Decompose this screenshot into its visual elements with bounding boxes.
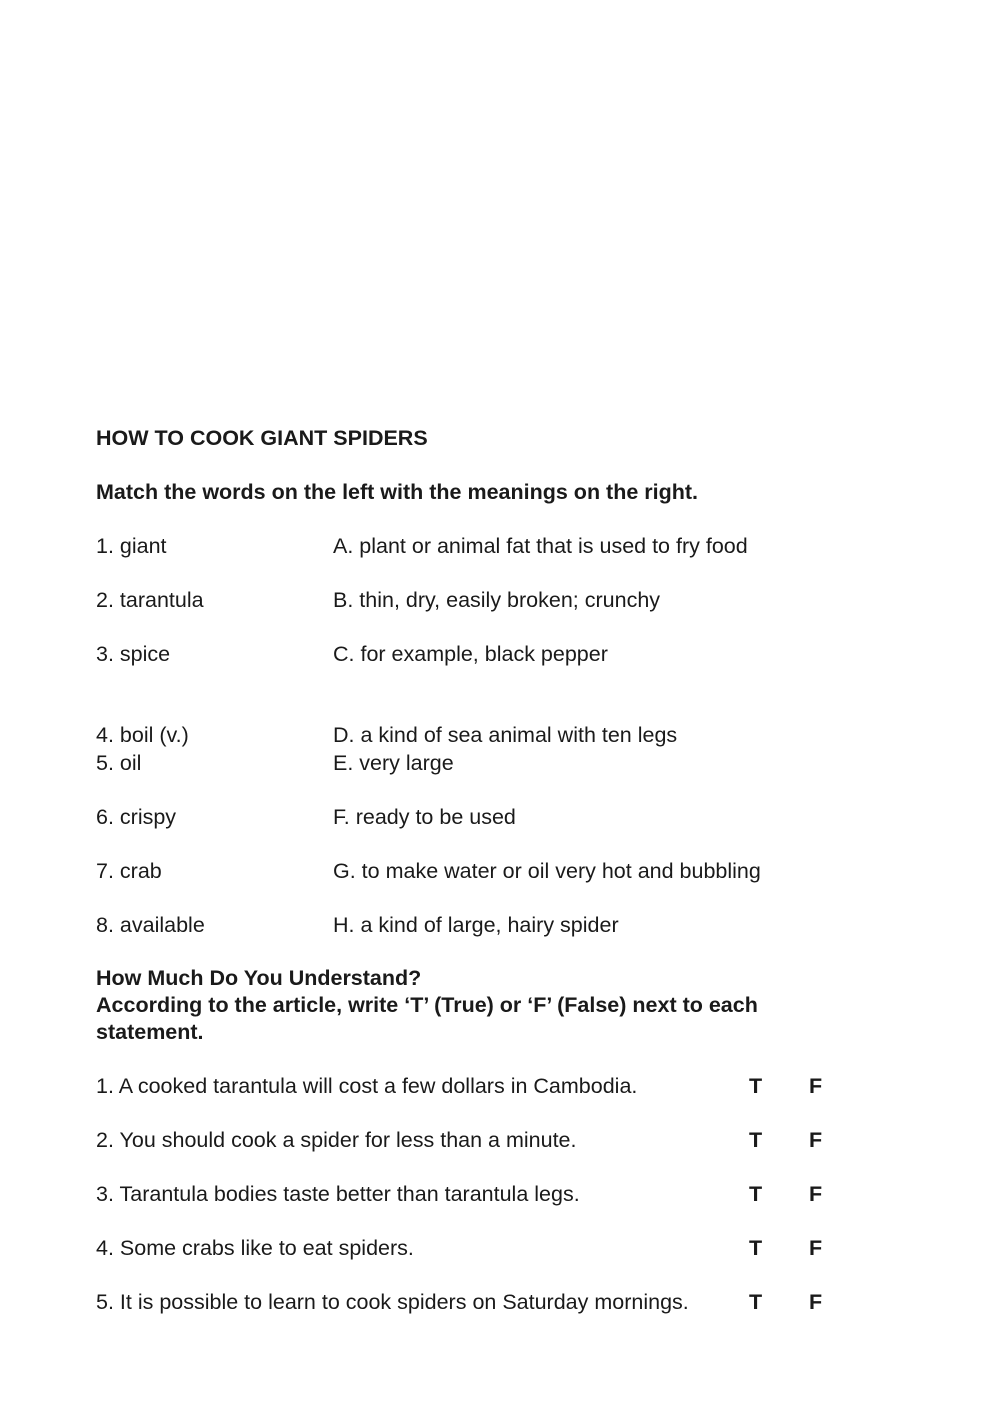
match-word: 2. tarantula [96,588,204,612]
match-meaning: D. a kind of sea animal with ten legs [333,723,678,747]
matching-instruction: Match the words on the left with the meanings on the right. [96,480,699,504]
match-word: 3. spice [96,642,171,666]
match-meaning: H. a kind of large, hairy spider [333,913,619,937]
tf-statement: 1. A cooked tarantula will cost a few dollars in Cambodia. [96,1074,638,1098]
match-meaning: E. very large [333,751,454,775]
false-option[interactable]: F [809,1236,823,1260]
true-option[interactable]: T [749,1290,763,1314]
tf-statement: 4. Some crabs like to eat spiders. [96,1236,414,1260]
comprehension-instruction-line1: According to the article, write ‘T’ (True) or ‘F’ (False) next to each [96,993,758,1017]
match-word: 5. oil [96,751,142,775]
true-option[interactable]: T [749,1128,763,1152]
match-meaning: A. plant or animal fat that is used to fry food [333,534,748,558]
comprehension-heading: How Much Do You Understand? [96,966,422,990]
match-meaning: C. for example, black pepper [333,642,608,666]
match-word: 8. available [96,913,205,937]
tf-statement: 3. Tarantula bodies taste better than tarantula legs. [96,1182,580,1206]
match-word: 1. giant [96,534,167,558]
false-option[interactable]: F [809,1182,823,1206]
false-option[interactable]: F [809,1290,823,1314]
true-option[interactable]: T [749,1236,763,1260]
true-option[interactable]: T [749,1182,763,1206]
worksheet-title: HOW TO COOK GIANT SPIDERS [96,426,428,450]
true-option[interactable]: T [749,1074,763,1098]
match-word: 7. crab [96,859,162,883]
match-word: 6. crispy [96,805,177,829]
comprehension-instruction-line2: statement. [96,1020,204,1044]
match-meaning: G. to make water or oil very hot and bubbling [333,859,761,883]
false-option[interactable]: F [809,1128,823,1152]
tf-statement: 5. It is possible to learn to cook spiders on Saturday mornings. [96,1290,689,1314]
match-meaning: B. thin, dry, easily broken; crunchy [333,588,661,612]
false-option[interactable]: F [809,1074,823,1098]
match-word: 4. boil (v.) [96,723,189,747]
match-meaning: F. ready to be used [333,805,516,829]
tf-statement: 2. You should cook a spider for less than a minute. [96,1128,577,1152]
